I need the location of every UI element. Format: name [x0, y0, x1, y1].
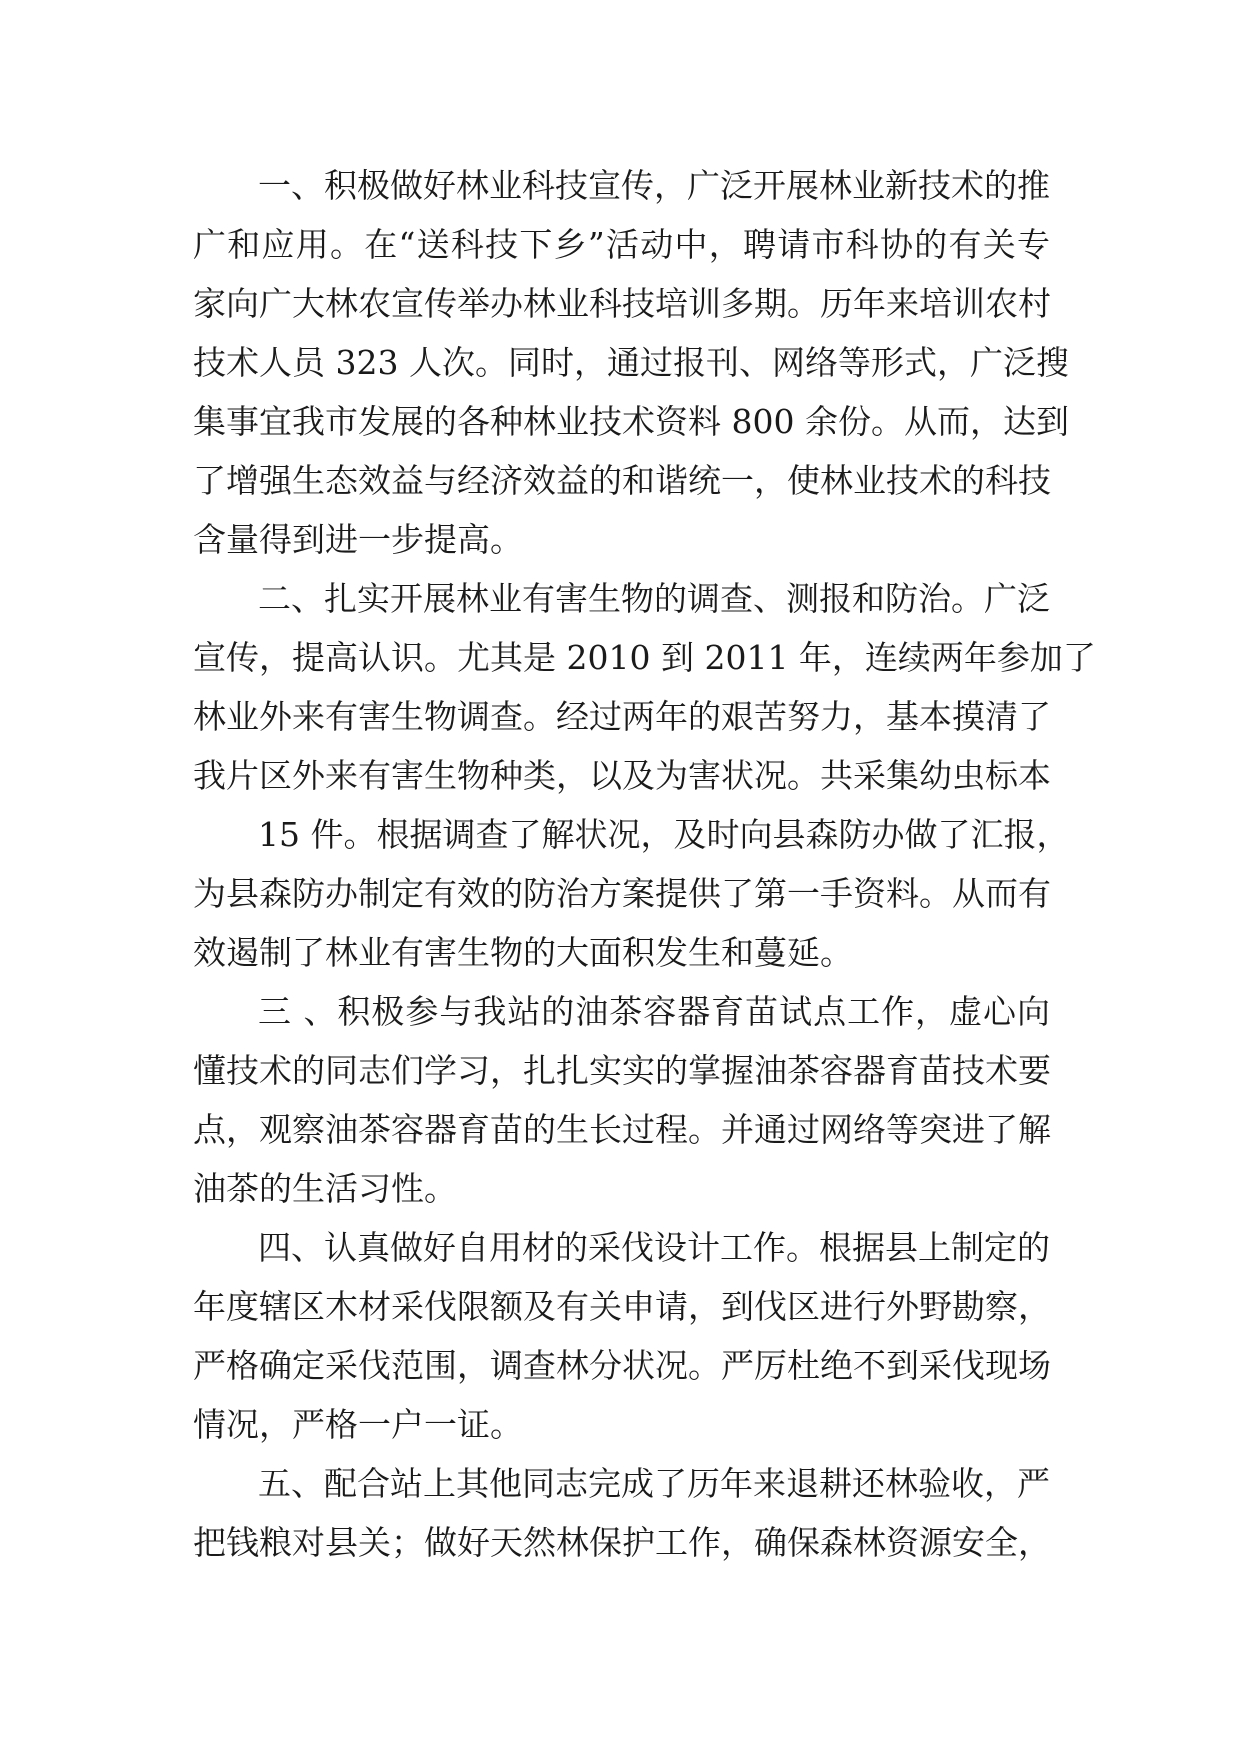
paragraph-1-line-5: 集事宜我市发展的各种林业技术资料 800 余份。从而，达到 — [193, 402, 1069, 441]
paragraph-1-line-3: 家向广大林农宣传举办林业科技培训多期。历年来培训农村 — [193, 284, 1051, 323]
paragraph-1-line-6: 了增强生态效益与经济效益的和谐统一，使林业技术的科技 — [193, 461, 1051, 500]
paragraph-1-line-1: 一、积极做好林业科技宣传，广泛开展林业新技术的推 — [258, 166, 1050, 205]
paragraph-3-line-4: 油茶的生活习性。 — [193, 1169, 457, 1208]
paragraph-2-line-1: 二、扎实开展林业有害生物的调查、测报和防治。广泛 — [258, 579, 1050, 618]
paragraph-2-line-4: 我片区外来有害生物种类，以及为害状况。共采集幼虫标本 — [193, 756, 1051, 795]
paragraph-5-line-1: 五、配合站上其他同志完成了历年来退耕还林验收，严 — [258, 1464, 1050, 1503]
paragraph-5-line-2: 把钱粮对县关；做好天然林保护工作，确保森林资源安全， — [193, 1523, 1051, 1562]
paragraph-4-line-4: 情况，严格一户一证。 — [193, 1405, 523, 1444]
paragraph-3-line-3: 点，观察油茶容器育苗的生长过程。并通过网络等突进了解 — [193, 1110, 1051, 1149]
paragraph-2-line-7: 效遏制了林业有害生物的大面积发生和蔓延。 — [193, 933, 853, 972]
paragraph-2-line-2: 宣传，提高认识。尤其是 2010 到 2011 年，连续两年参加了 — [193, 638, 1096, 677]
paragraph-1-line-7: 含量得到进一步提高。 — [193, 520, 523, 559]
paragraph-3-line-1: 三 、积极参与我站的油茶容器育苗试点工作，虚心向 — [258, 992, 1050, 1031]
paragraph-2-line-6: 为县森防办制定有效的防治方案提供了第一手资料。从而有 — [193, 874, 1051, 913]
paragraph-1-line-4: 技术人员 323 人次。同时，通过报刊、网络等形式，广泛搜 — [193, 343, 1069, 382]
paragraph-1-line-2: 广和应用。在“送科技下乡”活动中，聘请市科协的有关专 — [193, 225, 1050, 264]
paragraph-4-line-3: 严格确定采伐范围，调查林分状况。严厉杜绝不到采伐现场 — [193, 1346, 1051, 1385]
paragraph-2-line-3: 林业外来有害生物调查。经过两年的艰苦努力，基本摸清了 — [193, 697, 1051, 736]
paragraph-4-line-2: 年度辖区木材采伐限额及有关申请，到伐区进行外野勘察， — [193, 1287, 1051, 1326]
paragraph-4-line-1: 四、认真做好自用材的采伐设计工作。根据县上制定的 — [258, 1228, 1050, 1267]
paragraph-3-line-2: 懂技术的同志们学习，扎扎实实的掌握油茶容器育苗技术要 — [193, 1051, 1051, 1090]
paragraph-2-line-5: 15 件。根据调查了解状况，及时向县森防办做了汇报， — [258, 815, 1070, 854]
